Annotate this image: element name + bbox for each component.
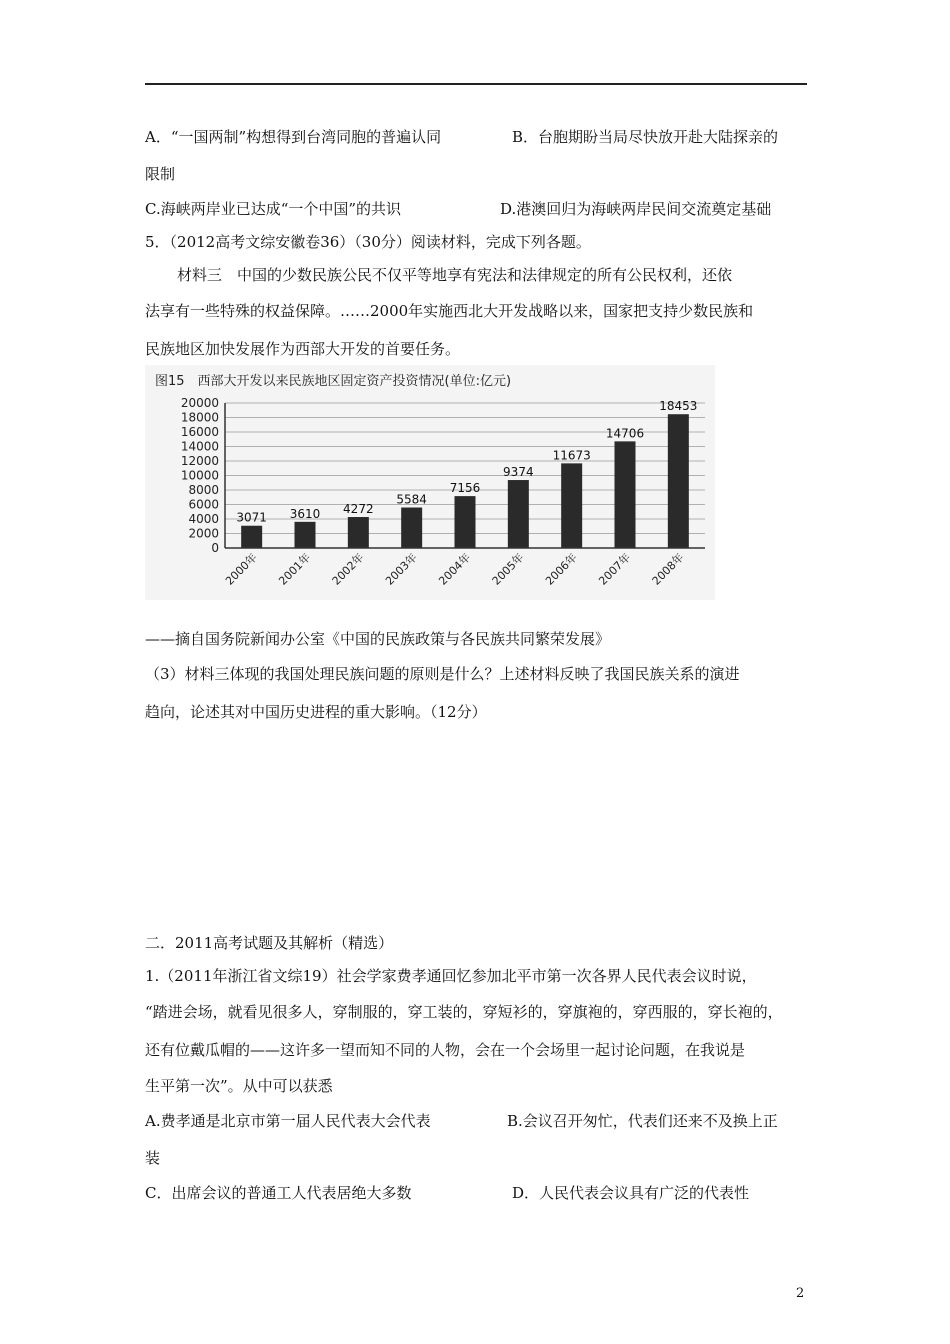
investment-bar-chart bbox=[145, 365, 715, 600]
section2-option-d: D．人民代表会议具有广泛的代表性 bbox=[512, 1184, 750, 1202]
x-tick-label: 2005年 bbox=[489, 550, 527, 588]
section2-option-a: A.费孝通是北京市第一届人民代表大会代表 bbox=[145, 1112, 431, 1130]
x-tick-label: 2002年 bbox=[329, 550, 367, 588]
bar-value-label: 3071 bbox=[236, 510, 267, 525]
bar-value-label: 9374 bbox=[503, 465, 534, 480]
y-tick-label: 10000 bbox=[180, 468, 219, 483]
q5-source: ——摘自国务院新闻办公室《中国的民族政策与各民族共同繁荣发展》 bbox=[145, 630, 611, 648]
y-tick-label: 12000 bbox=[180, 454, 219, 468]
bar-value-label: 4272 bbox=[343, 502, 374, 517]
section2-q1-line-3: 还有位戴瓜帽的——这许多一望而知不同的人物，会在一个会场里一起讨论问题，在我说是 bbox=[145, 1041, 746, 1059]
section2-option-c: C．出席会议的普通工人代表居绝大多数 bbox=[145, 1184, 412, 1202]
chart-svg bbox=[145, 365, 715, 600]
x-tick-label: 2001年 bbox=[276, 550, 314, 588]
q4-option-b: B．台胞期盼当局尽快放开赴大陆探亲的 bbox=[512, 128, 779, 146]
bar bbox=[561, 463, 582, 548]
q5-question-line-1: （3）材料三体现的我国处理民族问题的原则是什么？上述材料反映了我国民族关系的演进 bbox=[145, 665, 740, 683]
q5-question-line-2: 趋向，论述其对中国历史进程的重大影响。（12分） bbox=[145, 703, 487, 721]
bar bbox=[668, 414, 689, 548]
bar bbox=[508, 480, 529, 548]
x-tick-label: 2006年 bbox=[543, 550, 580, 588]
x-tick-label: 2007年 bbox=[596, 550, 634, 588]
y-tick-label: 6000 bbox=[188, 497, 219, 512]
y-tick-label: 14000 bbox=[180, 439, 219, 454]
x-tick-label: 2004年 bbox=[436, 550, 474, 588]
y-tick-label: 2000 bbox=[188, 526, 219, 541]
page-number: 2 bbox=[796, 1286, 805, 1301]
y-tick-label: 8000 bbox=[188, 483, 219, 497]
y-tick-label: 0 bbox=[211, 541, 219, 555]
q4-option-c: C.海峡两岸业已达成“一个中国”的共识 bbox=[145, 200, 402, 218]
section2-option-b-continuation: 装 bbox=[145, 1149, 161, 1167]
bar bbox=[615, 441, 636, 548]
q4-option-d: D.港澳回归为海峡两岸民间交流奠定基础 bbox=[500, 200, 772, 218]
q4-option-a: A．“一国两制”构想得到台湾同胞的普遍认同 bbox=[145, 128, 442, 146]
bar-value-label: 11673 bbox=[552, 448, 591, 463]
section2-q1-line-2: “踏进会场，就看见很多人，穿制服的，穿工装的，穿短衫的，穿旗袍的，穿西服的，穿长袍的， bbox=[145, 1003, 783, 1021]
section2-heading: 二．2011高考试题及其解析（精选） bbox=[145, 934, 394, 952]
bar-value-label: 18453 bbox=[659, 399, 698, 414]
x-tick-label: 2003年 bbox=[383, 550, 420, 588]
bar-value-label: 5584 bbox=[396, 492, 427, 507]
y-tick-label: 4000 bbox=[188, 512, 219, 526]
x-tick-label: 2008年 bbox=[649, 550, 687, 588]
section2-option-b: B.会议召开匆忙，代表们还来不及换上正 bbox=[507, 1112, 778, 1130]
q5-material-line-1: 材料三 中国的少数民族公民不仅平等地享有宪法和法律规定的所有公民权利，还依 bbox=[177, 266, 733, 284]
section2-q1-line-4: 生平第一次”。从中可以获悉 bbox=[145, 1077, 333, 1095]
q5-heading: 5．（2012高考文综安徽卷36）（30分）阅读材料，完成下列各题。 bbox=[145, 233, 591, 251]
bar-value-label: 7156 bbox=[449, 481, 481, 496]
bar bbox=[295, 522, 316, 548]
q5-material-line-2: 法享有一些特殊的权益保障。……2000年实施西北大开发战略以来，国家把支持少数民族和 bbox=[145, 302, 754, 320]
bar-value-label: 14706 bbox=[605, 426, 645, 441]
y-tick-label: 18000 bbox=[180, 410, 219, 425]
q4-option-b-continuation: 限制 bbox=[145, 165, 176, 183]
x-tick-label: 2000年 bbox=[223, 550, 260, 588]
bar-value-label: 3610 bbox=[289, 506, 321, 521]
y-tick-label: 16000 bbox=[180, 425, 219, 439]
section2-q1-line-1: 1.（2011年浙江省文综19）社会学家费孝通回忆参加北平市第一次各界人民代表会议时说， bbox=[145, 967, 757, 985]
bar bbox=[348, 517, 369, 548]
bar bbox=[241, 526, 262, 548]
q5-material-line-3: 民族地区加快发展作为西部大开发的首要任务。 bbox=[145, 340, 461, 358]
bar bbox=[455, 496, 476, 548]
bar bbox=[401, 508, 422, 548]
header-rule bbox=[145, 83, 807, 85]
chart-title: 图15 西部大开发以来民族地区固定资产投资情况(单位:亿元) bbox=[155, 374, 512, 389]
y-tick-label: 20000 bbox=[180, 396, 219, 410]
